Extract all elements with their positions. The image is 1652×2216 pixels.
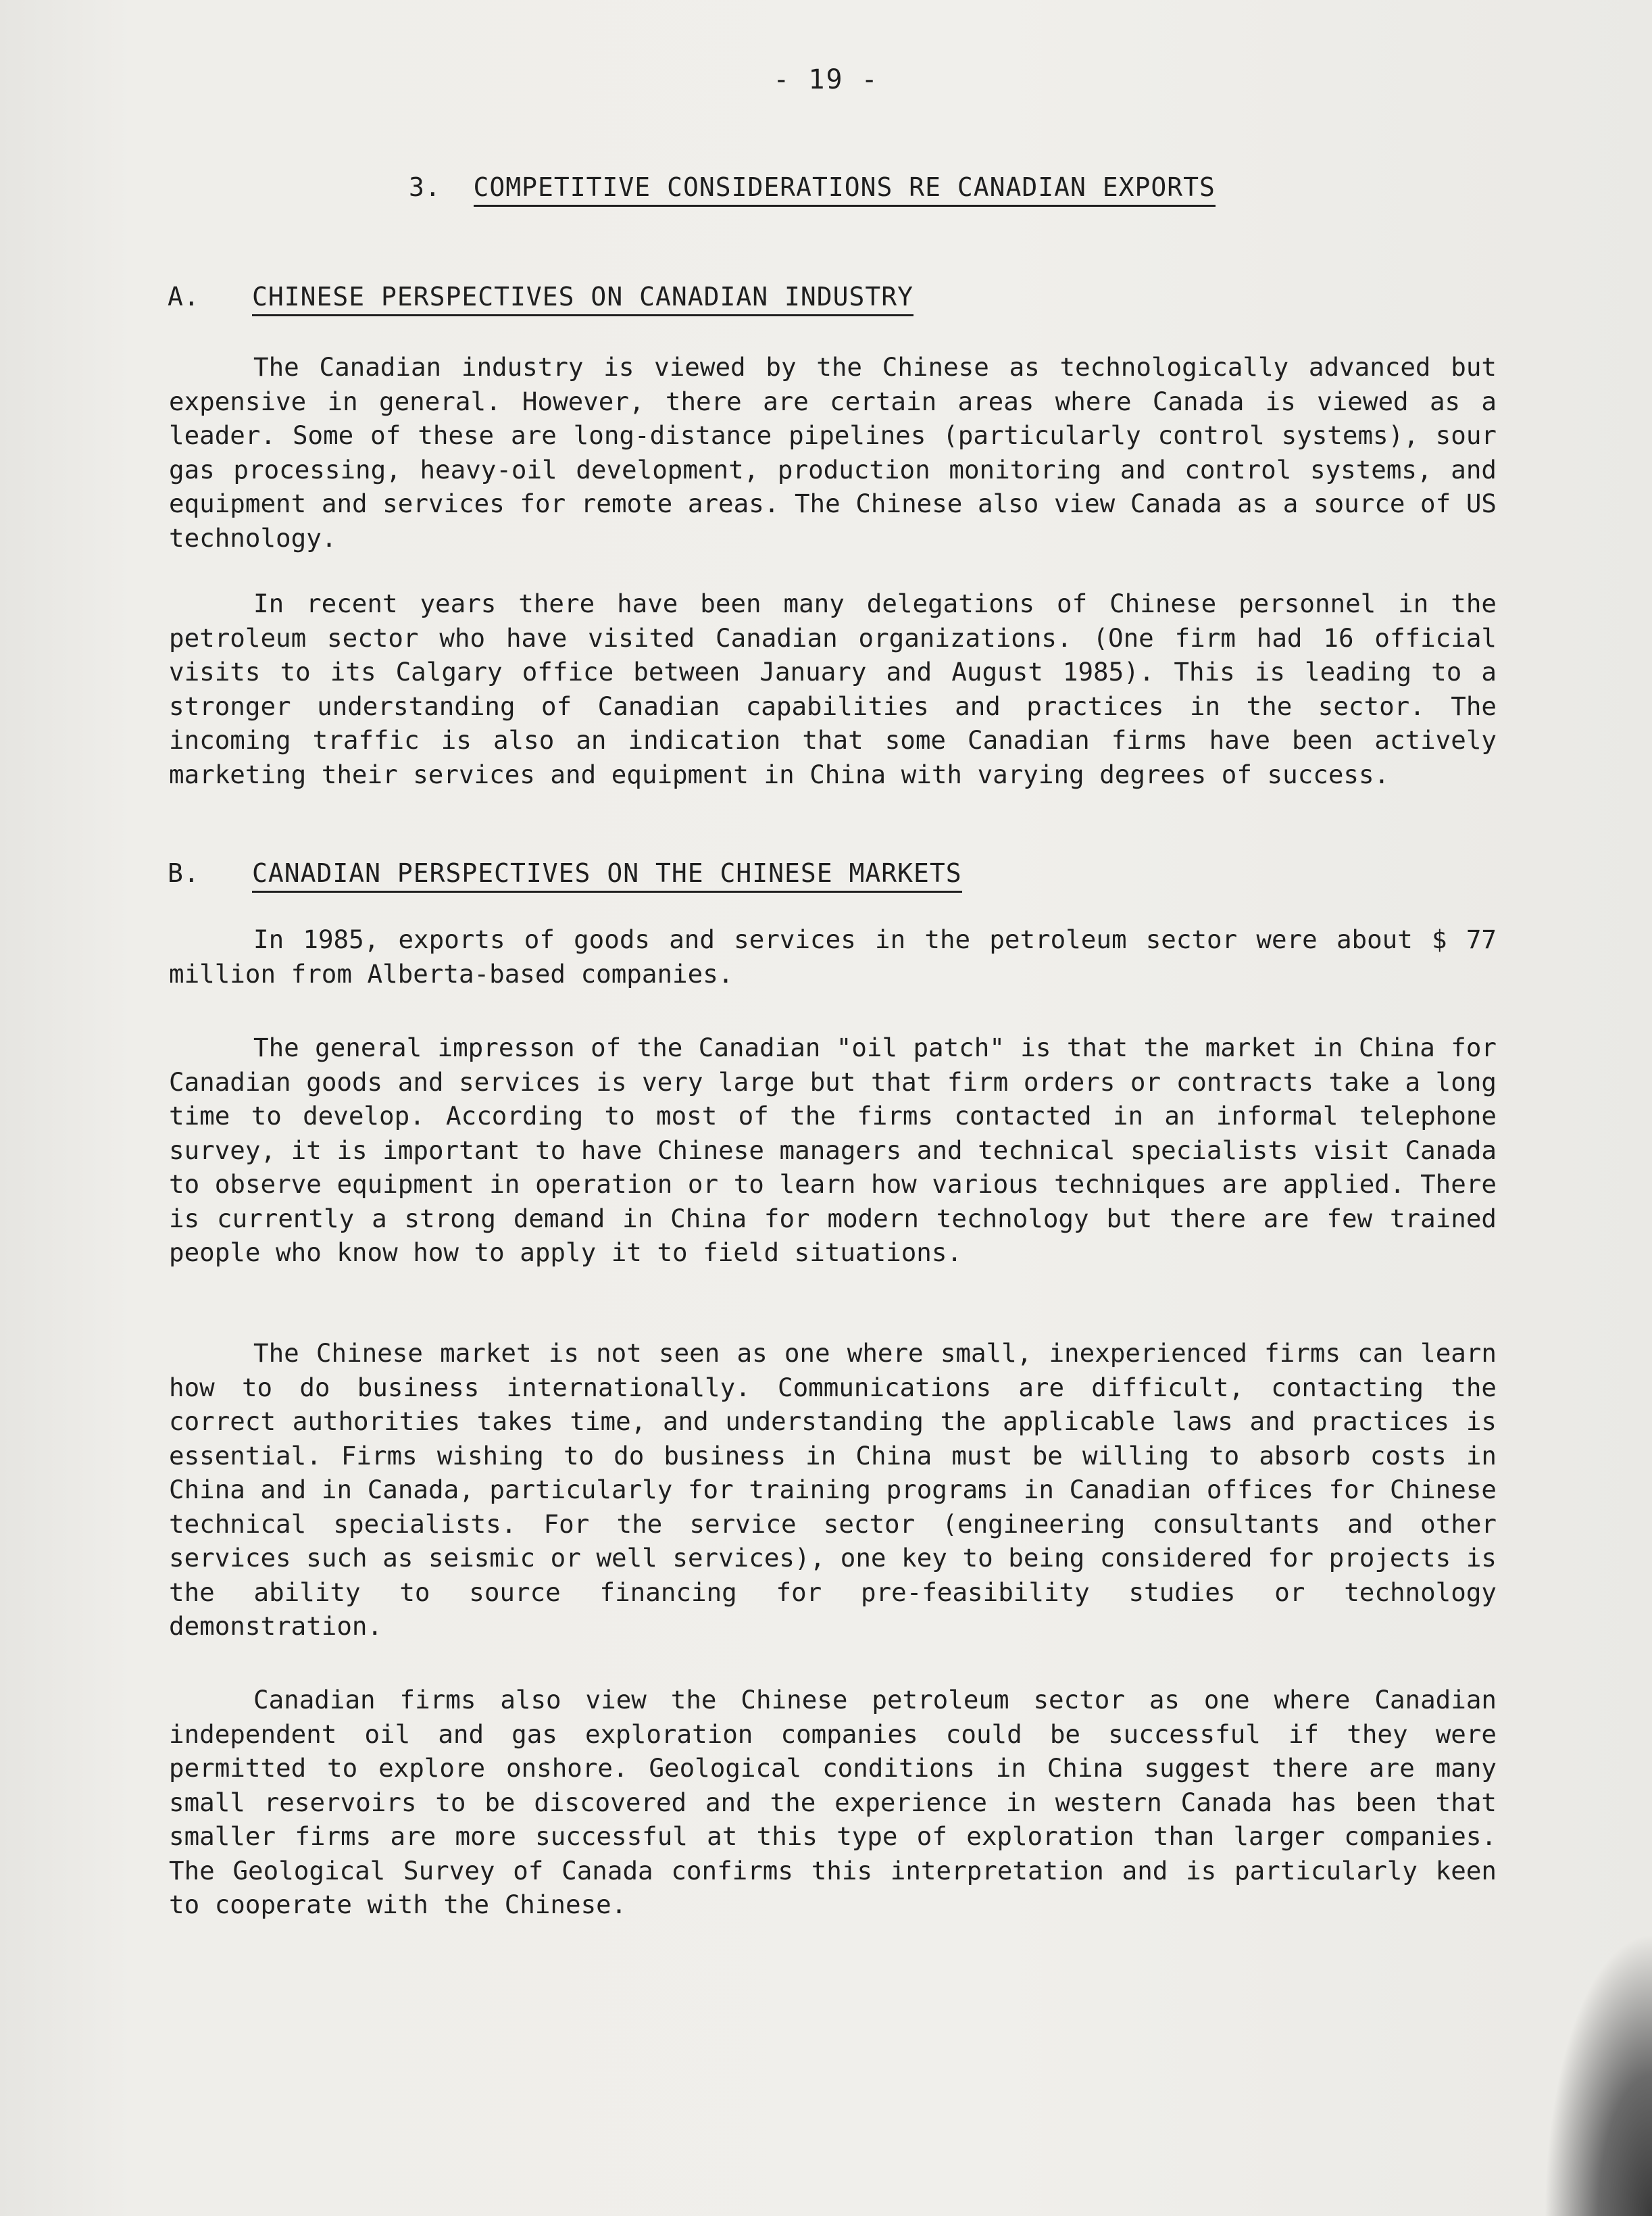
heading-a-text: CHINESE PERSPECTIVES ON CANADIAN INDUSTRY [252,282,913,316]
paragraph-b3: The Chinese market is not seen as one where small, inexperienced firms can learn how to do business internationally. Communications are difficult, contacting the correct authorities takes time, and understanding the applicable laws and practices is essential. Firms wishing to do business in China must be willing to absorb costs in China and in Canada, particularly for training programs in Canadian offices for Chinese technical specialists. For the service sector (engineering consultants and other services such as seismic or well services), one key to being considered for projects is the ability to source financing for pre-feasibility studies or technology demonstration. [169,1338,1497,1641]
heading-b-letter: B. [168,858,200,888]
heading-b [168,858,962,888]
paragraph-b1: In 1985, exports of goods and services in the petroleum sector were about $ 77 million from Alberta-based companies. [169,925,1497,989]
heading-a [168,282,913,312]
paragraph-a2: In recent years there have been many delegations of Chinese personnel in the petroleum sector who have visited Canadian organizations. (One firm had 16 official visits to its Calgary office between January and August 1985). This is leading to a stronger understanding of Canadian capabilities and practices in the sector. The incoming traffic is also an indication that some Canadian firms have been actively marketing their services and equipment in China with varying degrees of success. [169,589,1497,789]
page-corner-shadow [1544,1932,1652,2216]
section-number: 3. [409,172,441,202]
section-title-text: COMPETITIVE CONSIDERATIONS RE CANADIAN EXPORTS [474,172,1216,207]
heading-b-text: CANADIAN PERSPECTIVES ON THE CHINESE MARKETS [252,858,962,893]
paragraph-b2: The general impresson of the Canadian "oil patch" is that the market in China for Canadian goods and services is very large but that firm orders or contracts take a long time to develop. According to most of the firms contacted in an informal telephone survey, it is important to have Chinese managers and technical specialists visit Canada to observe equipment in operation or to learn how various techniques are applied. There is currently a strong demand in China for modern technology but there are few trained people who know how to apply it to field situations. [169,1033,1497,1267]
paragraph-a1: The Canadian industry is viewed by the Chinese as technologically advanced but expensive in general. However, there are certain areas where Canada is viewed as a leader. Some of these are long-distance pipelines (particularly control systems), sour gas processing, heavy-oil development, production monitoring and control systems, and equipment and services for remote areas. The Chinese also view Canada as a source of US technology. [169,352,1497,553]
page-number: - 19 - [773,64,879,95]
heading-a-letter: A. [168,282,200,312]
section-title [409,172,1216,202]
paragraph-b4: Canadian firms also view the Chinese petroleum sector as one where Canadian independent oil and gas exploration companies could be successful if they were permitted to explore onshore. Geological conditions in China suggest there are many small reservoirs to be discovered and the experience in western Canada has been that smaller firms are more successful at this type of exploration than larger companies. The Geological Survey of Canada confirms this interpretation and is particularly keen to cooperate with the Chinese. [169,1685,1497,1919]
